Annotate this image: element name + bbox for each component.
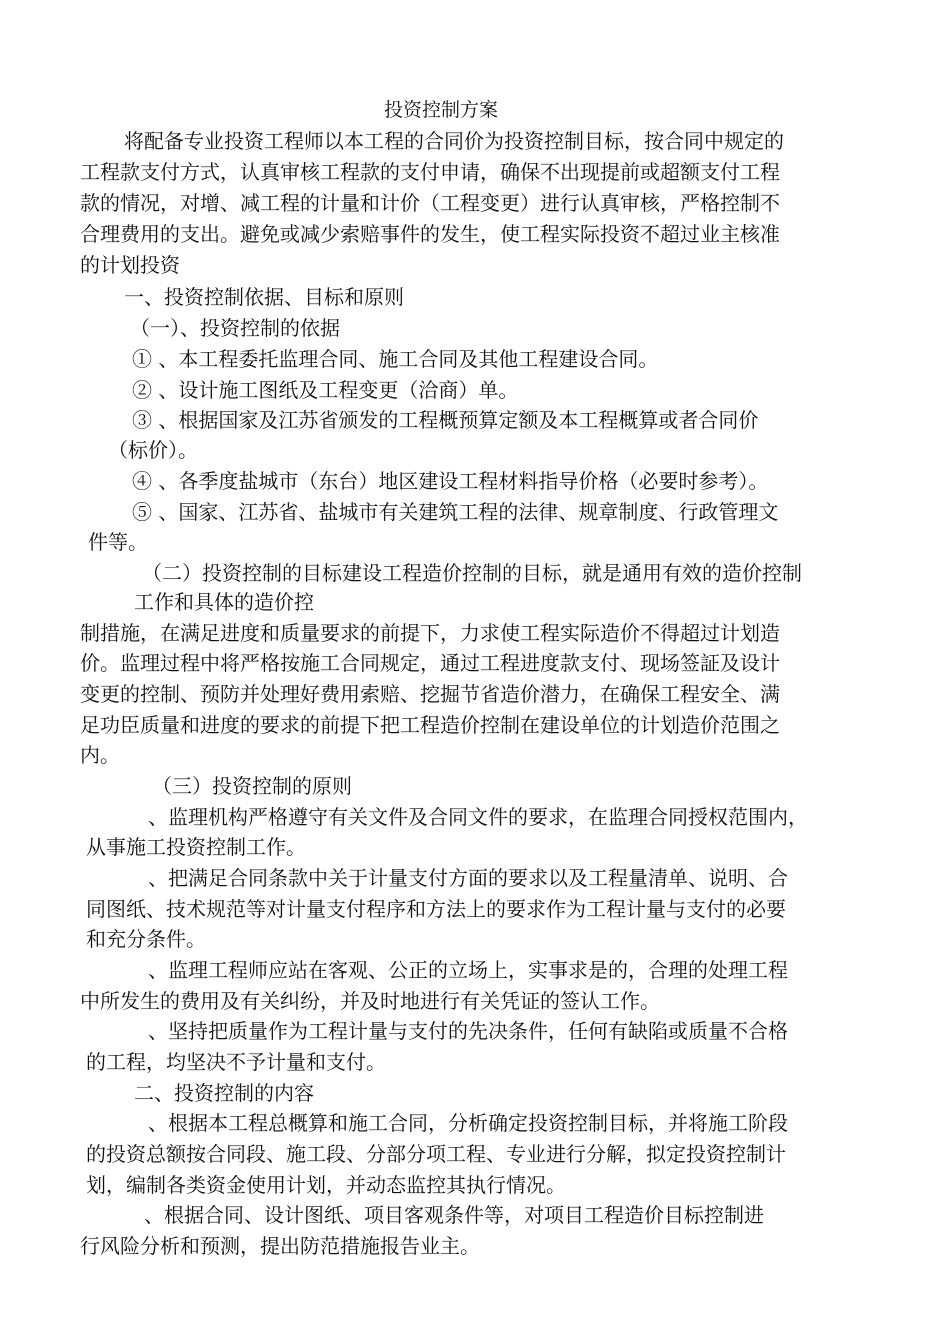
paragraph-line: 价。监理过程中将严格按施工合同规定，通过工程进度款支付、现场签証及设计 [80,651,780,675]
list-item-continuation: （标价）。 [108,438,198,462]
section-heading: 一、投资控制依据、目标和原则 [124,285,404,309]
paragraph-line: 行风险分析和预测，提出防范措施报告业主。 [80,1234,480,1258]
list-item: ③ 、根据国家及江苏省颁发的工程概预算定额及本工程概算或者合同价 [132,408,759,432]
paragraph-line: 内。 [80,743,120,767]
list-item: ⑤ 、国家、江苏省、盐城市有关建筑工程的法律、规章制度、行政管理文 [132,500,779,524]
paragraph-line: 划，编制各类资金使用计划，并动态监控其执行情况。 [86,1173,566,1197]
section-heading: 二、投资控制的内容 [134,1081,314,1105]
list-item-continuation: 件等。 [88,530,148,554]
paragraph-line: 从事施工投资控制工作。 [86,835,306,859]
paragraph-line: 和充分条件。 [86,927,206,951]
paragraph-line: 、根据本工程总概算和施工合同，分析确定投资控制目标，并将施工阶段 [148,1111,788,1135]
paragraph-line: 变更的控制、预防并处理好费用索赔、挖掘节省造价潜力，在确保工程安全、满 [80,682,780,706]
paragraph-line: 、监理机构严格遵守有关文件及合同文件的要求，在监理合同授权范围内， [148,805,808,829]
paragraph-line: 将配备专业投资工程师以本工程的合同价为投资控制目标，按合同中规定的 [124,129,784,153]
paragraph-line: 、监理工程师应站在客观、公正的立场上，实事求是的，合理的处理工程 [148,958,788,982]
paragraph-line: 的计划投资 [80,253,180,277]
paragraph-line: 款的情况，对增、减工程的计量和计价（工程变更）进行认真审核，严格控制不 [80,191,780,215]
subsection-heading: （三）投资控制的原则 [152,774,352,798]
document-title: 投资控制方案 [384,99,499,121]
subsection-heading: （二）投资控制的目标建设工程造价控制的目标，就是通用有效的造价控制 [142,561,802,585]
paragraph-line: 足功臣质量和进度的要求的前提下把工程造价控制在建设单位的计划造价范围之 [80,713,780,737]
list-item: ① 、本工程委托监理合同、施工合同及其他工程建设合同。 [132,347,659,371]
paragraph-line: 工程款支付方式，认真审核工程款的支付申请，确保不出现提前或超额支付工程 [80,160,780,184]
paragraph-line: 工作和具体的造价控 [134,590,314,614]
paragraph-line: 、根据合同、设计图纸、项目客观条件等，对项目工程造价目标控制进 [144,1203,764,1227]
subsection-heading: （一）、投资控制的依据 [130,316,340,340]
paragraph-line: 、坚持把质量作为工程计量与支付的先决条件，任何有缺陷或质量不合格 [148,1019,788,1043]
list-item: ② 、设计施工图纸及工程变更（洽商）单。 [132,378,519,402]
paragraph-line: 制措施，在满足进度和质量要求的前提下，力求使工程实际造价不得超过计划造 [80,621,780,645]
paragraph-line: 中所发生的费用及有关纠纷，并及时地进行有关凭证的签认工作。 [80,989,660,1013]
paragraph-line: 同图纸、技术规范等对计量支付程序和方法上的要求作为工程计量与支付的必要 [86,897,786,921]
paragraph-line: 合理费用的支出。避免或减少索赔事件的发生，使工程实际投资不超过业主核准 [80,222,780,246]
paragraph-line: 、把满足合同条款中关于计量支付方面的要求以及工程量清单、说明、合 [148,866,788,890]
list-item: ④ 、各季度盐城市（东台）地区建设工程材料指导价格（必要时参考）。 [132,469,769,493]
paragraph-line: 的工程，均坚决不予计量和支付。 [86,1050,386,1074]
paragraph-line: 的投资总额按合同段、施工段、分部分项工程、专业进行分解，拟定投资控制计 [86,1142,786,1166]
